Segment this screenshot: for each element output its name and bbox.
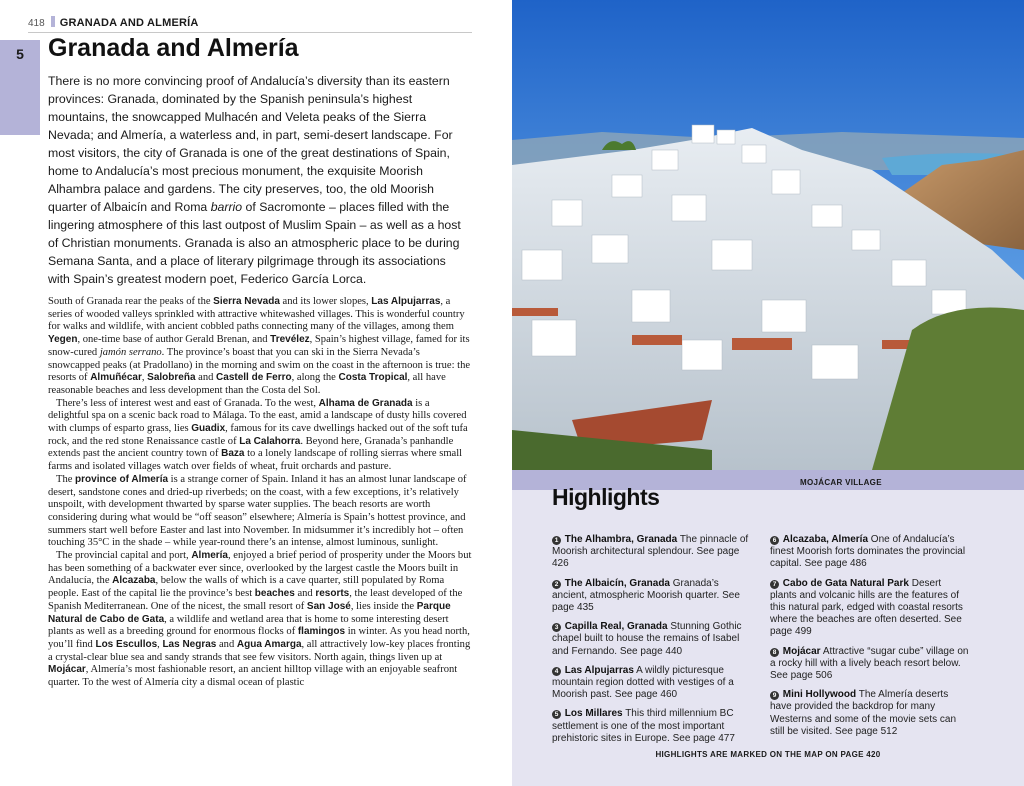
highlight-item xyxy=(552,534,752,571)
highlight-text: Desert plants and volcanic hills are the features of this natural park, edged with coastal resorts where the beaches are often deserted. See page 499 xyxy=(770,577,963,638)
page-title: Granada and Almería xyxy=(48,34,299,62)
body-text-run: , xyxy=(157,638,163,650)
number-circle-icon: 9 xyxy=(770,691,779,700)
body-text-run: is a strange corner of Spain. Inland it has an almost lunar landscape of desert, sandstone cones and dried-up riverbeds; on the coast, with a few exceptions, it’s relatively unspoilt, with development thwarted by sparse water supplies. The beach resorts are worth considering during what would be “off season” elsewhere; Almería is Spain’s hottest province, and summers start well before Easter and last into November. In midsummer it’s incredibly hot – often touching 35°C in the shade – while year-round there’s an intense, almost luminous, sunlight. xyxy=(48,473,467,549)
body-text-run: to a lonely landscape of rolling sierras where small farms and isolated villages watch over fields of wheat, fruit orchards and pasture. xyxy=(48,448,463,473)
body-text-run: , all attractively low-key places fronting a crystal-clear blue sea and sandy strands that see few visitors. North again, things liven up at xyxy=(48,638,471,663)
body-paragraph-3 xyxy=(48,474,472,550)
place-name: flamingos xyxy=(297,626,346,638)
highlight-text: Attractive “sugar cube” village on a rocky hill with a lively beach resort below. See page 506 xyxy=(770,645,969,682)
place-name: Guadix xyxy=(191,423,226,435)
body-text-run: , all have reasonable beaches and less development than the Costa del Sol. xyxy=(48,372,446,396)
highlight-item xyxy=(770,534,970,571)
chapter-tab xyxy=(0,40,40,135)
place-name: La Calahorra xyxy=(239,435,301,447)
body-text-run: , along the xyxy=(291,372,339,384)
highlight-name: Cabo de Gata Natural Park xyxy=(782,577,909,589)
intro-text-italic: barrio xyxy=(210,200,243,214)
body-text-run: , a wildlife and wetland area that is home to some interesting desert plants as well as a breeding ground for enormous flocks of xyxy=(48,613,449,638)
body-text-run: , a series of wooded valleys sprinkled with attractive whitewashed villages. This is wonderful country for walks and wildlife, with ancient cobbled paths connecting many of the villages, among them xyxy=(48,296,465,333)
highlight-item xyxy=(552,665,752,702)
body-text-run: . Beyond here, Granada’s panhandle extends past the ancient country town of xyxy=(48,435,454,460)
body-text-run: , below the walls of which is a cave quarter, still populated by Roma people. East of the capital lie the province’s best xyxy=(48,575,445,600)
place-name: beaches xyxy=(254,588,295,600)
body-text-run: There’s less of interest west and east of Granada. To the west, xyxy=(56,397,319,409)
place-name: Baza xyxy=(221,448,245,460)
highlight-item xyxy=(770,646,970,683)
body-text-run: The provincial capital and port, xyxy=(56,550,192,562)
place-name: Sierra Nevada xyxy=(213,296,280,307)
body-text-run: . The province’s boast that you can ski in the Sierra Nevada’s snowcapped peaks (at Pradollano) in the morning and swim on the coast in the afternoon is true: the resorts of xyxy=(48,346,471,384)
highlight-name: Las Alpujarras xyxy=(564,664,634,676)
highlight-text: Granada’s ancient, atmospheric Moorish quarter. See page 435 xyxy=(552,577,740,614)
number-circle-icon: 6 xyxy=(770,536,779,545)
place-name: Alhama de Granada xyxy=(318,397,413,409)
body-text-run: The xyxy=(56,473,76,485)
body-text-run: South of Granada rear the peaks of the xyxy=(48,296,214,307)
highlight-name: Capilla Real, Granada xyxy=(564,621,668,633)
body-text-run: , xyxy=(141,372,148,384)
body-text-run: and xyxy=(216,638,237,650)
running-head-bar xyxy=(51,16,55,27)
highlight-text: This third millennium BC settlement is one of the most important prehistoric sites in Europe. See page 477 xyxy=(552,708,735,744)
highlight-name: Mojácar xyxy=(782,645,821,657)
highlight-text: Stunning Gothic chapel built to house the remains of Isabel and Fernando. See page 440 xyxy=(552,621,742,657)
highlight-name: The Alhambra, Granada xyxy=(564,534,678,545)
highlight-item xyxy=(552,621,752,658)
body-text-run: , enjoyed a brief period of prosperity under the Moors but has been something of a backwater ever since, overlooked by the largest castle the Moors built in Andalucía, the xyxy=(48,550,472,587)
body-text-run: and its lower slopes, xyxy=(279,296,372,307)
mojacar-village-photo xyxy=(512,0,1024,470)
place-name: Yegen xyxy=(48,334,78,346)
highlight-name: The Albaicín, Granada xyxy=(564,577,670,589)
body-text-run: and xyxy=(294,588,316,600)
place-name: San José xyxy=(306,600,351,612)
running-head-title: GRANADA AND ALMERÍA xyxy=(59,17,199,29)
highlight-name: Alcazaba, Almería xyxy=(782,534,869,545)
number-circle-icon: 1 xyxy=(552,536,561,545)
italic-term: jamón serrano xyxy=(99,346,162,358)
highlights-column-2 xyxy=(770,534,970,745)
page-number: 418 xyxy=(28,18,45,29)
highlight-item xyxy=(552,578,752,615)
place-name: Alcazaba xyxy=(112,575,156,587)
highlight-item xyxy=(552,708,752,745)
number-circle-icon: 7 xyxy=(770,580,779,589)
body-paragraph-4 xyxy=(48,550,472,690)
highlight-item xyxy=(770,689,970,738)
body-text-run: , the least developed of the Spanish Mediterranean. One of the nicest, the small resort of xyxy=(48,588,463,612)
body-text-run: , Almería’s most fashionable resort, an ancient hilltop village with an enjoyable seafront quarter. To the west of Almería city a dismal ocean of plastic xyxy=(48,664,458,689)
intro-text-c: of Sacromonte – places filled with the lingering atmosphere of this last outpost of Muslim Spain – as well as a host of Christian monuments. Granada is also an atmospheric place to be during Semana Santa, and a place of literary pilgrimage through its associations with Spain’s greatest modern poet, Federico García Lorca. xyxy=(48,200,461,286)
highlight-text: The pinnacle of Moorish architectural splendour. See page 426 xyxy=(552,534,749,570)
chapter-number: 5 xyxy=(16,46,24,62)
place-name: Trevélez xyxy=(270,334,310,346)
body-text-run: is a delightful spa on a scenic back road to Málaga. To the east, amid a landscape of dusty hills covered with clumps of esparto grass, lies xyxy=(48,397,467,435)
intro-paragraph xyxy=(48,72,468,288)
place-name: Las Negras xyxy=(162,638,217,650)
highlight-name: Los Millares xyxy=(564,708,623,720)
highlights-column-1 xyxy=(552,534,752,752)
highlights-title: Highlights xyxy=(552,484,660,510)
place-name: Los Escullos xyxy=(95,638,158,650)
place-name: province of Almería xyxy=(75,473,169,485)
photo-caption: MOJÁCAR VILLAGE xyxy=(800,478,882,487)
place-name: Agua Amarga xyxy=(236,638,302,650)
place-name: Mojácar xyxy=(48,664,86,676)
place-name: Castell de Ferro xyxy=(216,372,292,384)
running-head xyxy=(28,14,472,33)
place-name: Costa Tropical xyxy=(338,372,408,384)
highlight-text: A wildly picturesque mountain region dotted with vestiges of a Moorish past. See page 460 xyxy=(552,664,734,701)
highlight-item xyxy=(770,578,970,639)
body-text xyxy=(48,296,472,690)
highlight-name: Mini Hollywood xyxy=(782,689,857,701)
place-name: Parque Natural de Cabo de Gata xyxy=(48,600,451,625)
body-text-run: , famous for its cave dwellings hacked out of the soft tufa rock, and the red stone Renaissance castle of xyxy=(48,423,468,447)
highlights-footer: HIGHLIGHTS ARE MARKED ON THE MAP ON PAGE 420 xyxy=(655,750,881,759)
body-text-run: , lies inside the xyxy=(350,600,417,612)
highlight-text: One of Andalucía’s finest Moorish forts dominates the provincial capital. See page 486 xyxy=(770,534,966,570)
right-page xyxy=(512,0,1024,786)
highlight-text: The Almería deserts have provided the backdrop for many Westerns and some of the movie sets can still be visited. See page 512 xyxy=(770,689,957,737)
number-circle-icon: 2 xyxy=(552,580,561,589)
number-circle-icon: 3 xyxy=(552,623,561,632)
place-name: Salobreña xyxy=(147,372,196,384)
body-text-run: and xyxy=(195,372,217,384)
body-text-run: , Spain’s highest village, famed for its snow-cured xyxy=(48,334,470,358)
number-circle-icon: 8 xyxy=(770,648,779,657)
place-name: resorts xyxy=(315,588,350,600)
place-name: Las Alpujarras xyxy=(371,296,441,307)
intro-text-a: There is no more convincing proof of Andalucía’s diversity than its eastern provinces: Granada, dominated by the Spanish peninsula’s highest mountains, the snowcapped Mulhacén and Veleta peaks of the Sierra Nevada; and Almería, a waterless and, in part, semi-desert landscape. For most visitors, the city of Granada is one of the great destinations of Spain, home to Andalucía’s most precious monument, the exquisite Moorish Alhambra palace and gardens. The city preserves, too, the old Moorish quarter of Albaicín and Roma xyxy=(48,74,453,214)
body-text-run: , one-time base of author Gerald Brenan, and xyxy=(77,334,271,346)
number-circle-icon: 4 xyxy=(552,667,561,676)
body-paragraph-1 xyxy=(48,296,472,398)
number-circle-icon: 5 xyxy=(552,710,561,719)
place-name: Almería xyxy=(191,550,228,562)
place-name: Almuñécar xyxy=(90,372,142,384)
body-paragraph-2 xyxy=(48,398,472,474)
body-text-run: in winter. As you head north, you’ll find xyxy=(48,626,470,650)
